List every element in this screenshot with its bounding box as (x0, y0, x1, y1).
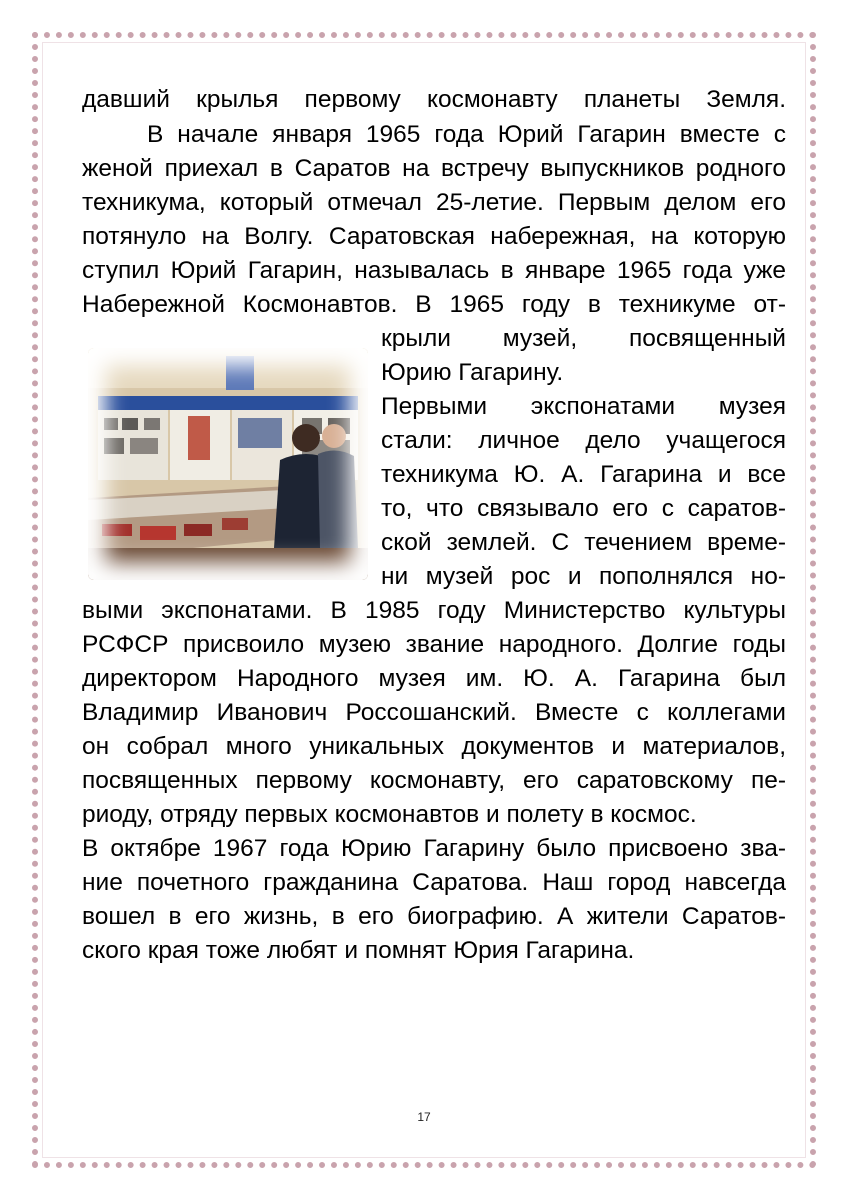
paragraph-4-line: вошел в его жизнь, в его биографию. А жители Саратов- (82, 903, 786, 930)
wrap-text-line: стали: личное дело учащегося (381, 427, 786, 454)
paragraph-3-line: он собрал много уникальных документов и материалов, (82, 733, 786, 760)
paragraph-4-line: В октябре 1967 года Юрию Гагарину было присвоено зва- (82, 835, 786, 862)
paragraph-4-line: ние почетного гражданина Саратова. Наш город навсегда (82, 869, 786, 896)
paragraph-2-line: ступил Юрий Гагарин, называлась в январе 1965 года уже (82, 257, 786, 284)
wrap-text-line: крыли музей, посвященный (381, 325, 786, 352)
wrap-text-line: Первыми экспонатами музея (381, 393, 786, 420)
paragraph-2-line: потянуло на Волгу. Саратовская набережная, на которую (82, 223, 786, 250)
paragraph-3-line: директором Народного музея им. Ю. А. Гагарина был (82, 665, 786, 692)
paragraph-3-line: выми экспонатами. В 1985 году Министерство культуры (82, 597, 786, 624)
paragraph-2-line: В начале января 1965 года Юрий Гагарин вместе с (147, 121, 786, 148)
paragraph-1-last-line: давший крылья первому космонавту планеты Земля. (82, 86, 786, 113)
paragraph-3-line: посвященных первому космонавту, его саратовскому пе- (82, 767, 786, 794)
wrap-text-line: техникума Ю. А. Гагарина и все (381, 461, 786, 488)
wrap-text-line: то, что связывало его с саратов- (381, 495, 786, 522)
wrap-text-line: ни музей рос и пополнялся но- (381, 563, 786, 590)
museum-exhibition-photo (88, 348, 368, 580)
paragraph-2-line: Набережной Космонавтов. В 1965 году в техникуме от- (82, 291, 786, 318)
paragraph-3-line: РСФСР присвоило музею звание народного. Долгие годы (82, 631, 786, 658)
paragraph-3-line: Владимир Иванович Россошанский. Вместе с коллегами (82, 699, 786, 726)
paragraph-2-line: техникума, который отмечал 25-летие. Первым делом его (82, 189, 786, 216)
paragraph-3-line: риоду, отряду первых космонавтов и полету в космос. (82, 801, 697, 828)
wrap-text-line: Юрию Гагарину. (381, 359, 564, 386)
paragraph-4-line: ского края тоже любят и помнят Юрия Гагарина. (82, 937, 635, 964)
wrap-text-line: ской землей. С течением време- (381, 529, 786, 556)
paragraph-2-line: женой приехал в Саратов на встречу выпускников родного (82, 155, 786, 182)
page-number: 17 (417, 1110, 431, 1124)
